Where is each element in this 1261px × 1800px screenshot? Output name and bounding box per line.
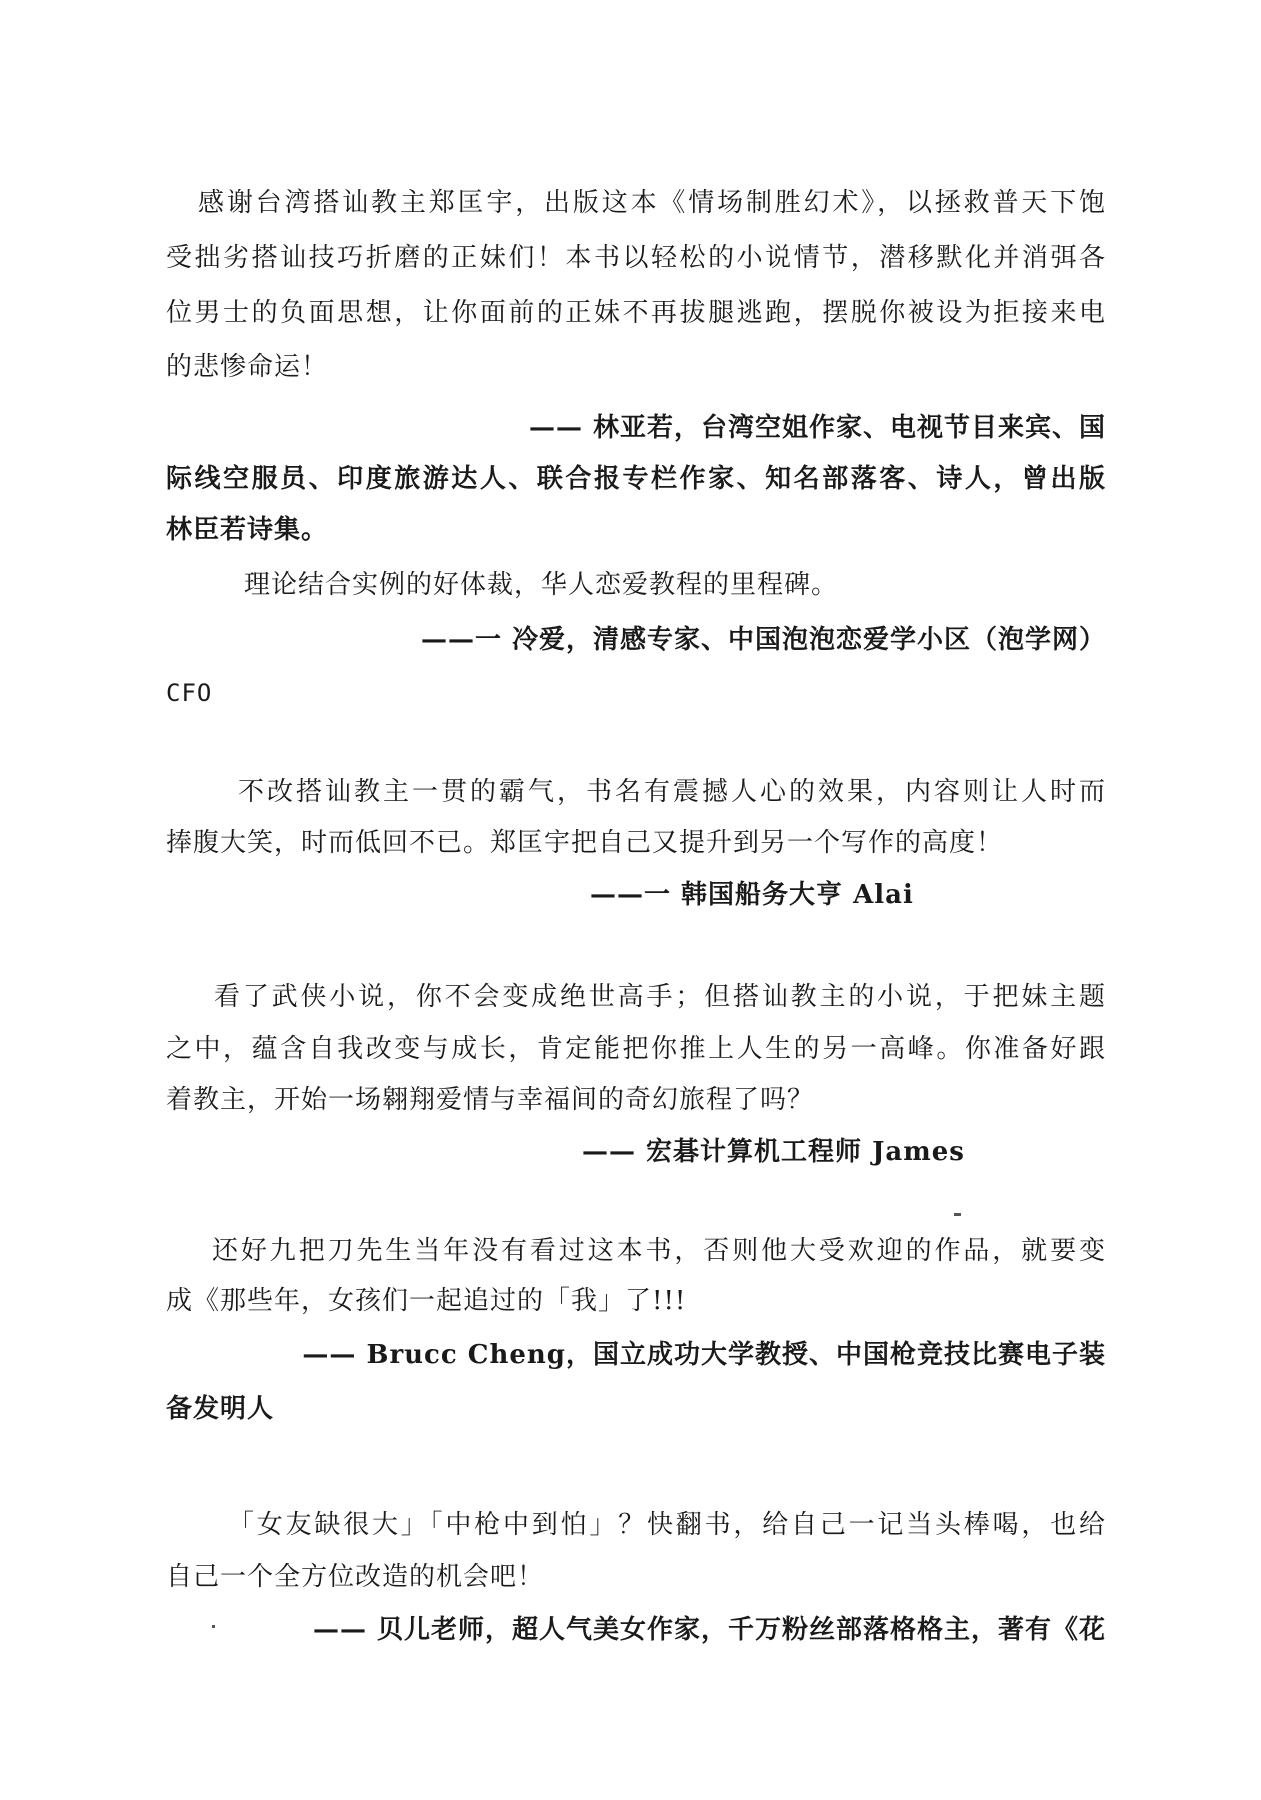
scan-speck [212, 1625, 215, 1628]
paragraph-line: 不改搭讪教主一贯的霸气，书名有震撼人心的效果，内容则让人时而 [238, 777, 1106, 807]
attribution-line: 际线空服员、印度旅游达人、联合报专栏作家、知名部落客、诗人，曾出版 [166, 464, 1106, 494]
paragraph-line: 理论结合实例的好体裁，华人恋爱教程的里程碑。 [244, 570, 839, 600]
paragraph-line: 受拙劣搭讪技巧折磨的正妹们！本书以轻松的小说情节，潜移默化并消弭各 [166, 243, 1106, 273]
attribution-line: —— 林亚若，台湾空姐作家、电视节目来宾、国 [528, 413, 1106, 443]
attribution-line: 备发明人 [166, 1394, 275, 1424]
attribution-line: —— 宏碁计算机工程师 James [582, 1137, 965, 1167]
attribution-line: ——一 冷爱，清感专家、中国泡泡恋爱学小区（泡学网） [420, 625, 1106, 655]
paragraph-line: 感谢台湾搭讪教主郑匡宇，出版这本《情场制胜幻术》，以拯救普天下饱 [198, 188, 1106, 218]
paragraph-line: 还好九把刀先生当年没有看过这本书，否则他大受欢迎的作品，就要变 [212, 1236, 1106, 1266]
paragraph-line: 自己一个全方位改造的机会吧！ [166, 1562, 545, 1592]
paragraph-line: 「女友缺很大」「中枪中到怕」？快翻书，给自己一记当头棒喝，也给 [228, 1510, 1106, 1540]
paragraph-line: 着教主，开始一场翱翔爱情与幸福间的奇幻旅程了吗？ [166, 1085, 815, 1115]
paragraph-line: 位男士的负面思想，让你面前的正妹不再拔腿逃跑，摆脱你被设为拒接来电 [166, 298, 1106, 328]
paragraph-line: 捧腹大笑，时而低回不已。郑匡宇把自己又提升到另一个写作的高度！ [166, 828, 1004, 858]
paragraph-line: 看了武侠小说，你不会变成绝世高手；但搭讪教主的小说，于把妹主题 [214, 982, 1106, 1012]
attribution-line: —— 贝儿老师，超人气美女作家，千万粉丝部落格格主，著有《花 [312, 1615, 1106, 1645]
attribution-line: CFO [166, 679, 213, 707]
scan-speck [954, 1213, 961, 1216]
attribution-line: 林臣若诗集。 [166, 515, 329, 545]
paragraph-line: 之中，蕴含自我改变与成长，肯定能把你推上人生的另一高峰。你准备好跟 [166, 1034, 1106, 1064]
attribution-line: —— Brucc Cheng，国立成功大学教授、中国枪竞技比赛电子装 [302, 1340, 1106, 1370]
attribution-line: ——一 韩国船务大亨 Alai [590, 880, 914, 910]
paragraph-line: 的悲惨命运！ [166, 352, 329, 382]
paragraph-line: 成《那些年，女孩们一起追过的「我」了!!! [166, 1286, 687, 1316]
